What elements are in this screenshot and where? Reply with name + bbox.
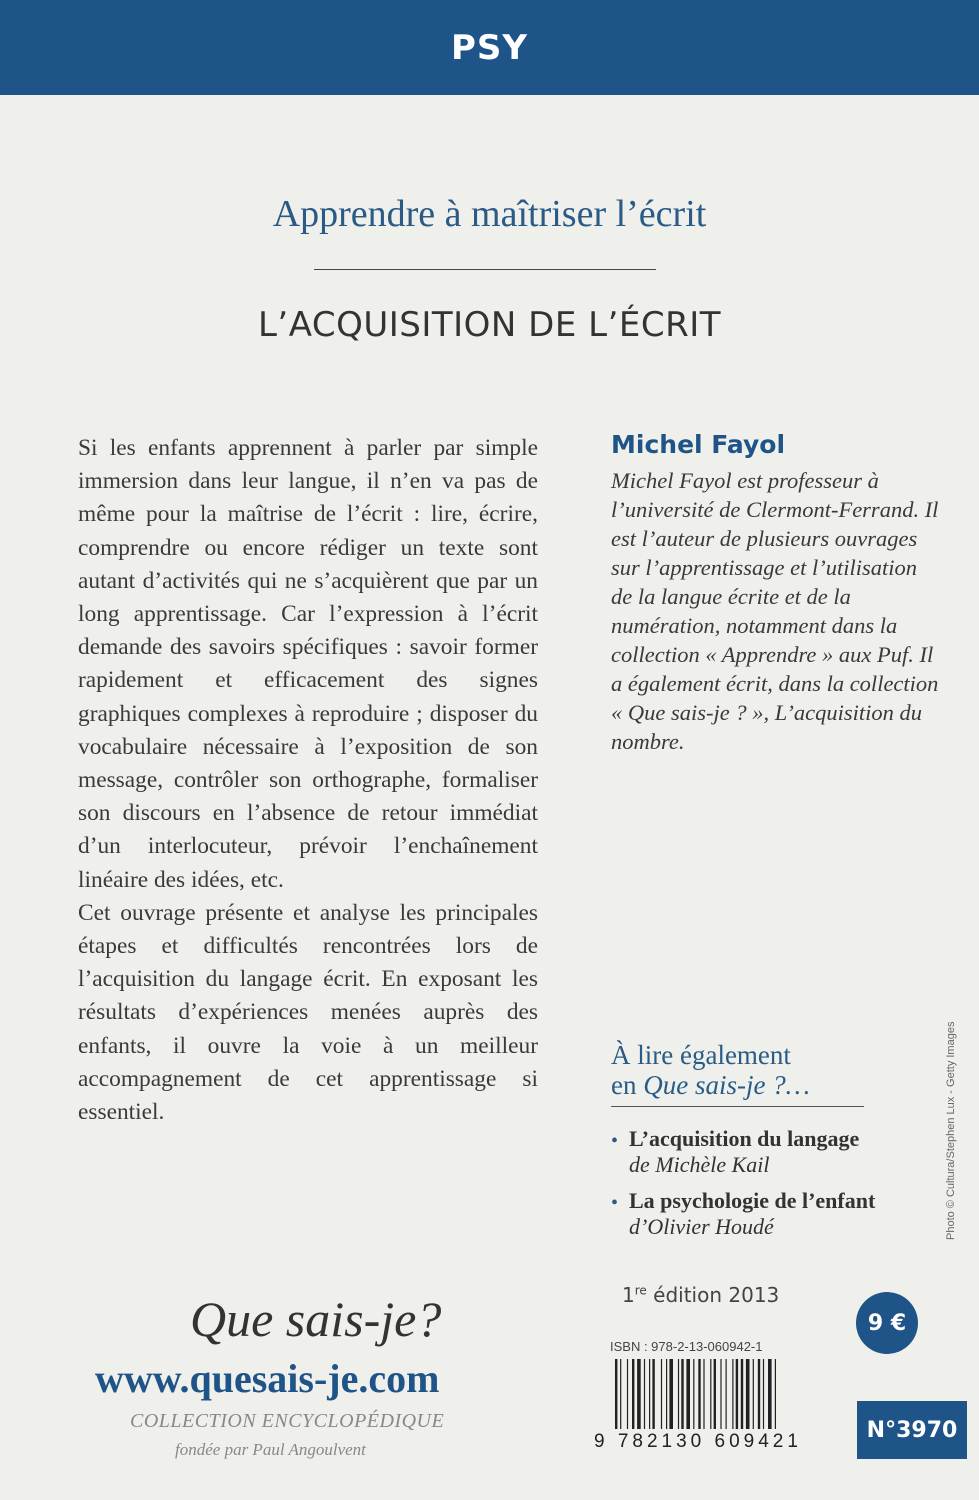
barcode-bar <box>753 1359 754 1429</box>
also-read-series: Que sais-je ?… <box>643 1070 810 1100</box>
edition-ordinal: 1 <box>622 1283 635 1307</box>
barcode-bar <box>746 1359 750 1429</box>
barcode-bar <box>726 1359 727 1429</box>
barcode-bar <box>720 1359 721 1429</box>
barcode-bar <box>678 1359 679 1429</box>
blurb-paragraph-1: Si les enfants apprennent à parler par simple immersion dans leur langue, il n’en va pas de même pour la maîtrise de l’écrit : lire, écrire, comprendre ou encore rédiger un texte sont autant d’activités qui ne s’acquièrent que par un long apprentissage. Car l’expression à l’écrit demande des savoirs spécifiques : savoir former rapidement et efficacement des signes graphiques complexes à reproduire ; disposer du vocabulaire nécessaire à l’exposition de son message, contrôler son orthographe, formaliser son discours en l’absence de retour immédiat d’un interlocuteur, prévoir l’enchaînement linéaire des idées, etc. <box>78 435 538 893</box>
price-label: 9 € <box>867 1310 907 1336</box>
edition-text: édition 2013 <box>646 1283 780 1307</box>
barcode-bar <box>669 1359 673 1429</box>
barcode-bar <box>620 1359 621 1429</box>
series-number-badge <box>857 1401 967 1459</box>
isbn: ISBN : 978-2-13-060942-1 <box>610 1339 763 1354</box>
barcode-bar <box>710 1359 711 1429</box>
also-read-list <box>611 1126 941 1250</box>
barcode-bar <box>703 1359 704 1429</box>
barcode-bar <box>632 1359 634 1429</box>
bullet-icon: • <box>611 1192 619 1214</box>
collection-label: COLLECTION ENCYCLOPÉDIQUE <box>130 1410 445 1432</box>
barcode-bar <box>693 1359 694 1429</box>
barcode-bar <box>615 1359 617 1429</box>
category-banner <box>0 0 979 95</box>
barcode-bar <box>763 1359 764 1429</box>
also-read-heading <box>611 1040 911 1100</box>
barcode-bar <box>627 1359 628 1429</box>
barcode-bar <box>637 1359 641 1429</box>
publisher-logo: Que sais-je? <box>190 1291 442 1347</box>
barcode-bar <box>666 1359 667 1429</box>
barcode-bar <box>732 1359 733 1429</box>
related-book-title: L’acquisition du langage <box>629 1126 860 1151</box>
barcode-bar <box>661 1359 662 1429</box>
also-read-line-1: À lire également <box>611 1040 791 1070</box>
list-item <box>611 1126 941 1178</box>
list-item <box>611 1188 941 1240</box>
barcode-bar <box>714 1359 716 1429</box>
category-label: PSY <box>450 27 529 68</box>
series-title: Apprendre à maîtriser l’écrit <box>272 193 707 235</box>
blurb-paragraph-2: Cet ouvrage présente et analyse les principales étapes et difficultés rencontrées lors de l’acquisition du langage écrit. En exposant les résultats d’expériences menées auprès des enfants, il ouvre la voie à un meilleur accompagnement de cet apprentissage si essentiel. <box>78 899 538 1126</box>
barcode-bar <box>768 1359 772 1429</box>
bullet-icon: • <box>611 1130 619 1152</box>
barcode-number: 9 782130 609421 <box>594 1431 802 1452</box>
related-book-title: La psychologie de l’enfant <box>629 1188 876 1213</box>
barcode-bar <box>649 1359 650 1429</box>
also-read-line-2 <box>611 1070 911 1100</box>
also-read-prefix: en <box>611 1070 644 1100</box>
barcode-bar <box>644 1359 645 1429</box>
barcode-bar <box>652 1359 654 1429</box>
barcode-bar <box>736 1359 738 1429</box>
barcode-bar <box>681 1359 683 1429</box>
founded-by: fondée par Paul Angoulvent <box>175 1440 366 1459</box>
photo-credit: Photo © Cultura/Stephen Lux - Getty Images <box>945 1021 957 1240</box>
related-book-author: d’Olivier Houdé <box>629 1214 774 1239</box>
barcode-bar <box>698 1359 700 1429</box>
author-name: Michel Fayol <box>611 430 786 459</box>
barcode <box>613 1359 833 1429</box>
barcode-bar <box>741 1359 743 1429</box>
author-bio: Michel Fayol est professeur à l’université de Clermont-Ferrand. Il est l’auteur de plusieurs ouvrages sur l’apprentissage et l’utilisation de la langue écrite et de la numération, notamment dans la collection « Apprendre » aux Puf. Il a également écrit, dans la collection « Que sais-je ? », L’acquisition du nombre. <box>611 468 939 754</box>
related-book-author: de Michèle Kail <box>629 1152 770 1177</box>
book-blurb <box>78 432 538 1129</box>
price-badge <box>856 1292 918 1354</box>
barcode-bar <box>686 1359 690 1429</box>
barcode-bar <box>775 1359 776 1429</box>
barcode-bar <box>758 1359 760 1429</box>
edition-info <box>622 1283 779 1307</box>
title-divider <box>314 269 656 270</box>
edition-ordinal-suffix: re <box>634 1283 647 1298</box>
also-read-divider <box>611 1106 864 1107</box>
series-number: N°3970 <box>866 1417 958 1443</box>
publisher-url: www.quesais-je.com <box>95 1356 440 1401</box>
book-title: L’ACQUISITION DE L’ÉCRIT <box>257 305 722 345</box>
